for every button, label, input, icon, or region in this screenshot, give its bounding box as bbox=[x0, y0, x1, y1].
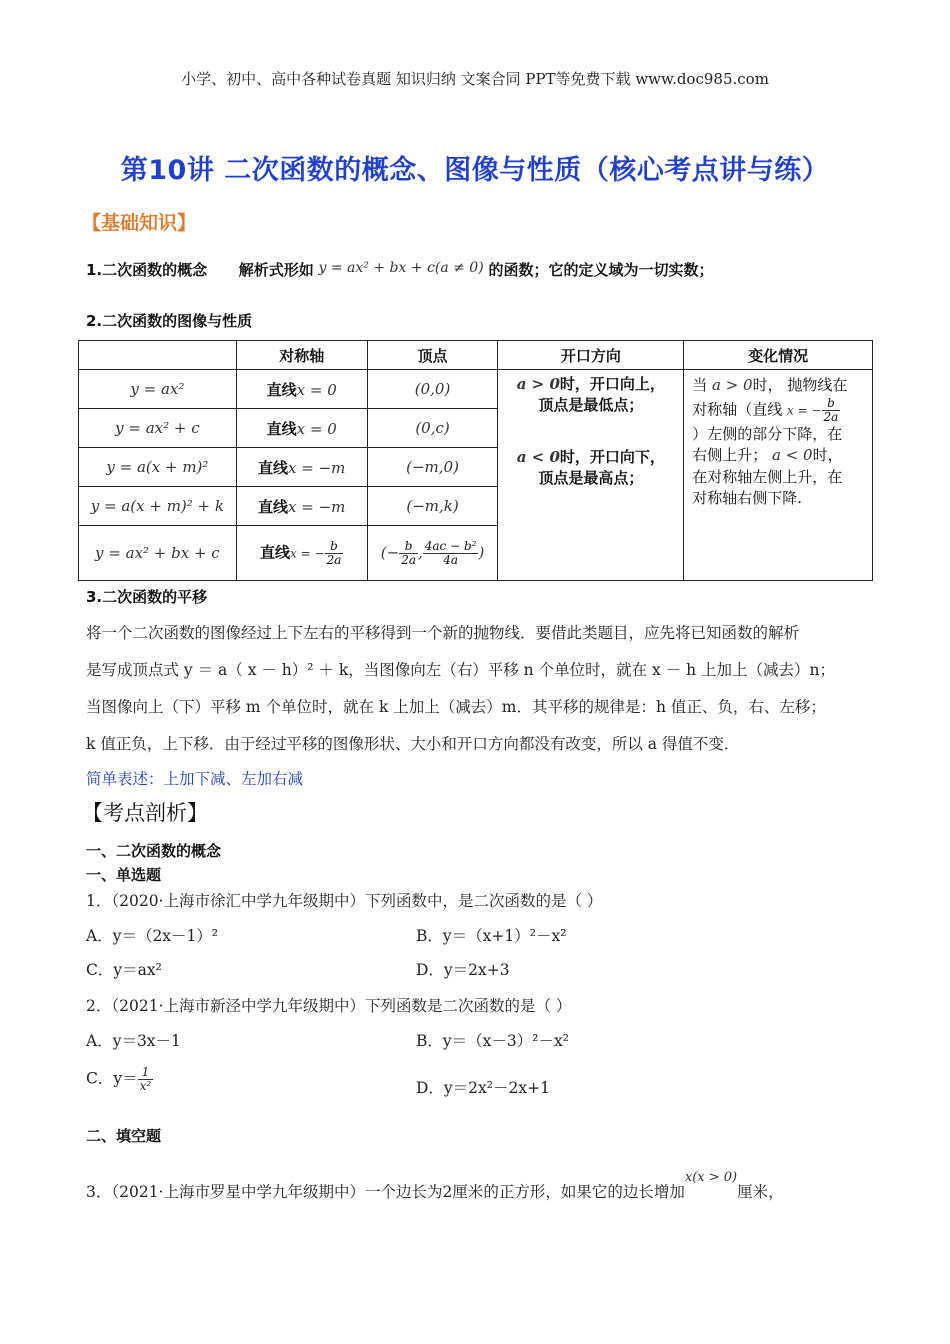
change-axis-frac: $\frac{b}{2a}$ bbox=[823, 395, 839, 424]
section-1 bbox=[86, 259, 713, 280]
func-cell: y = ax² + c bbox=[115, 419, 200, 437]
header-cell: 开口方向 bbox=[498, 341, 684, 370]
section-1-formula: y = ax² + bx + c(a ≠ 0) bbox=[318, 260, 484, 276]
dir-pos-line2: 顶点是最低点； bbox=[538, 396, 644, 414]
q1-option-b: B．y＝（x+1）²－x² bbox=[416, 927, 567, 945]
section-1-label: 1.二次函数的概念 bbox=[86, 261, 208, 279]
q1-option-d: D．y＝2x+3 bbox=[416, 961, 510, 979]
line-word: 直线 bbox=[258, 458, 289, 477]
header-cell: 变化情况 bbox=[684, 341, 873, 370]
dir-neg-line2: 顶点是最高点； bbox=[538, 469, 644, 487]
header-cell: 顶点 bbox=[367, 341, 498, 370]
change-cell bbox=[684, 370, 873, 581]
q2-option-c-frac: $\frac{1}{\text{x²}}$ bbox=[139, 1065, 152, 1093]
part-1-sub: 一、单选题 bbox=[86, 866, 162, 884]
change-text: 在对称轴左侧上升，在 bbox=[692, 467, 843, 486]
basics-tag: 【基础知识】 bbox=[82, 212, 197, 234]
vertex-cell: (−m,0) bbox=[406, 458, 459, 476]
vertex-general: (− $\frac{b}{2a}$ , $\frac{\text{4ac − b²}}{4a}$ ) bbox=[367, 526, 498, 581]
dir-pos-text: 时，开口向上， bbox=[559, 375, 665, 393]
line-word: 直线 bbox=[258, 497, 289, 516]
q2-stem: 2．（2021·上海市新泾中学九年级期中）下列函数是二次函数的是（ ） bbox=[86, 997, 572, 1015]
q2-option-c bbox=[86, 1066, 153, 1093]
page-header: 小学、初中、高中各种试卷真题 知识归纳 文案合同 PPT等免费下载 www.doc985.com bbox=[181, 70, 769, 88]
dir-neg-text: 时，开口向下， bbox=[559, 448, 665, 466]
table-header-row bbox=[79, 341, 873, 370]
q3-tail: 厘米， bbox=[737, 1183, 784, 1201]
section-2-label: 2.二次函数的图像与性质 bbox=[86, 312, 253, 330]
q3-stem-text: 3．（2021·上海市罗星中学九年级期中）一个边长为2厘米的正方形，如果它的边长增加 bbox=[86, 1183, 685, 1201]
dir-neg-cond: a < 0 bbox=[516, 448, 560, 466]
section-3-line: 当图像向上（下）平移 m 个单位时，就在 k 上加上（减去）m．其平移的规律是：h 值正、负，右、左移； bbox=[86, 698, 826, 716]
header-cell bbox=[79, 341, 237, 370]
axis-cell: x = −m bbox=[288, 497, 346, 516]
part-1-title: 一、二次函数的概念 bbox=[86, 842, 222, 860]
change-cond-pos: a > 0 bbox=[712, 376, 753, 394]
change-text: 对称轴（直线 bbox=[692, 400, 783, 418]
change-cond-neg: a < 0 bbox=[772, 446, 813, 464]
q2-option-d: D．y＝2x²－2x+1 bbox=[416, 1079, 550, 1097]
change-text: ）左侧的部分下降，在 bbox=[692, 424, 843, 443]
simple-summary: 简单表述：上加下减、左加右减 bbox=[86, 770, 304, 788]
func-cell: y = a(x + m)² + k bbox=[90, 497, 224, 515]
section-1-lead: 解析式形如 bbox=[238, 261, 314, 279]
axis-cell: x = −m bbox=[288, 458, 346, 477]
page-title: 第10讲 二次函数的概念、图像与性质（核心考点讲与练） bbox=[120, 155, 830, 186]
section-1-tail: 的函数；它的定义域为一切实数； bbox=[488, 261, 714, 279]
line-word: 直线 bbox=[266, 380, 297, 399]
direction-cell bbox=[498, 370, 684, 581]
properties-table bbox=[78, 340, 873, 581]
func-cell: y = ax² + bx + c bbox=[95, 544, 220, 562]
dir-pos-cond: a > 0 bbox=[516, 375, 560, 393]
vertex-cell: (0,c) bbox=[415, 419, 450, 437]
header-cell: 对称轴 bbox=[236, 341, 367, 370]
q1-stem: 1．（2020·上海市徐汇中学九年级期中）下列函数中，是二次函数的是（ ） bbox=[86, 892, 603, 910]
q1-option-c: C．y＝ax² bbox=[86, 961, 162, 979]
func-cell: y = a(x + m)² bbox=[106, 458, 209, 476]
section-3-label: 3.二次函数的平移 bbox=[86, 588, 208, 606]
part-2-title: 二、填空题 bbox=[86, 1127, 162, 1145]
q1-option-a: A．y＝（2x－1）² bbox=[86, 927, 219, 945]
analysis-tag: 【考点剖析】 bbox=[82, 801, 208, 825]
change-text: 对称轴右侧下降. bbox=[692, 489, 802, 507]
q3-stem bbox=[86, 1170, 784, 1202]
change-text: 右侧上升； bbox=[692, 446, 768, 464]
func-cell: y = ax² bbox=[130, 380, 185, 398]
section-3-line: 是写成顶点式 y ＝ a（ x － h）² ＋ k，当图像向左（右）平移 n 个单位时，就在 x － h 上加上（减去）n； bbox=[86, 661, 835, 679]
section-3-line: k 值正负，上下移．由于经过平移的图像形状、大小和开口方向都没有改变，所以 a 得值不变． bbox=[86, 735, 740, 753]
vertex-x-frac: $\frac{b}{2a}$ bbox=[401, 538, 416, 567]
vertex-cell: (−m,k) bbox=[406, 497, 459, 515]
q2-option-c-prefix: C．y＝ bbox=[86, 1069, 138, 1088]
axis-frac: $\frac{b}{2a}$ bbox=[326, 538, 342, 567]
q2-option-a: A．y＝3x－1 bbox=[86, 1032, 181, 1050]
change-text: 时， bbox=[812, 446, 843, 464]
axis-cell: x = 0 bbox=[296, 419, 337, 438]
axis-cell: x = 0 bbox=[296, 380, 337, 399]
line-word: 直线 bbox=[260, 543, 291, 561]
change-text: 当 bbox=[692, 376, 708, 394]
line-word: 直线 bbox=[266, 419, 297, 438]
vertex-cell: (0,0) bbox=[414, 380, 451, 398]
section-3-line: 将一个二次函数的图像经过上下左右的平移得到一个新的抛物线．要借此类题目，应先将已知函数的解析 bbox=[86, 624, 800, 642]
change-axis-prefix: x = − bbox=[787, 403, 822, 417]
q2-option-b: B．y＝（x－3）²－x² bbox=[416, 1032, 569, 1050]
axis-prefix: x = − bbox=[290, 546, 325, 560]
vertex-y-frac: $\frac{\text{4ac − b²}}{4a}$ bbox=[424, 538, 477, 567]
q3-formula: x(x > 0) bbox=[684, 1170, 738, 1185]
table-row bbox=[79, 370, 873, 409]
change-text: 时， 抛物线在 bbox=[752, 376, 848, 394]
